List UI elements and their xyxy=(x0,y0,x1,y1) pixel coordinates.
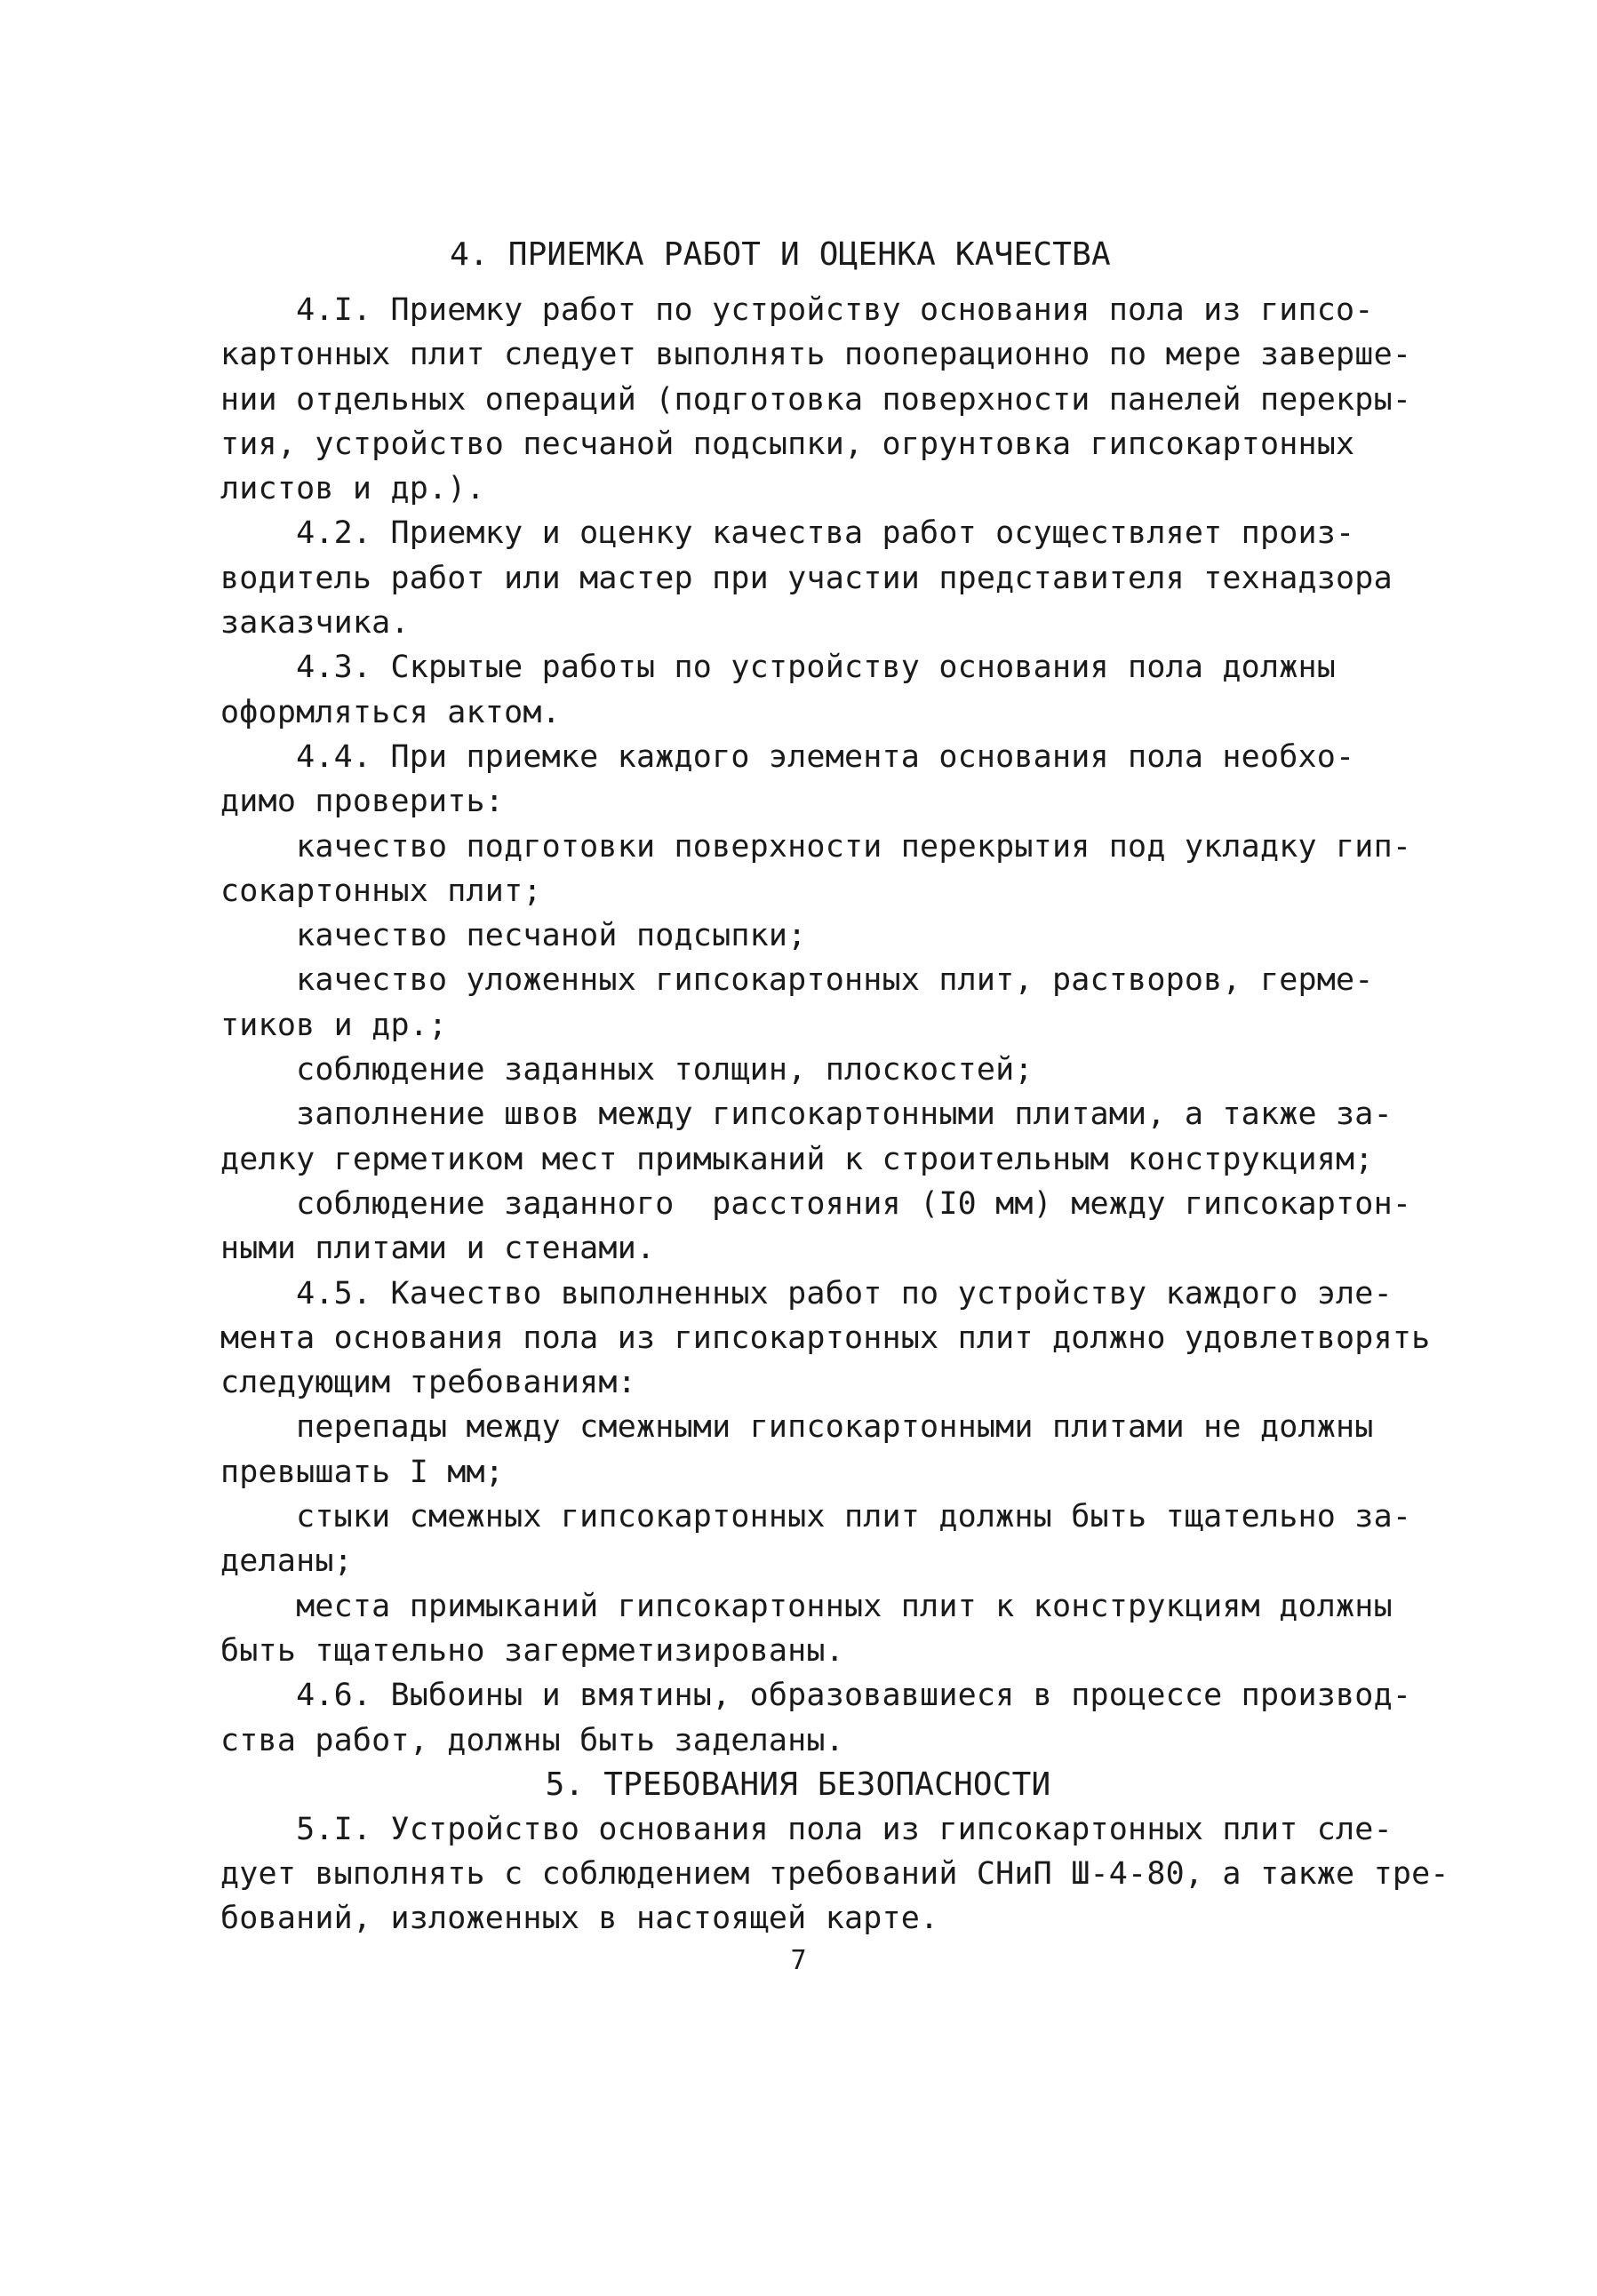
check-item xyxy=(220,913,1322,958)
text-line: сокартонных плит; xyxy=(220,873,542,909)
page-content xyxy=(220,233,1449,1941)
text-line: деланы; xyxy=(220,1543,353,1580)
text-line: следующим требованиям: xyxy=(220,1365,636,1401)
text-line: картонных плит следует выполнять пооперационно по мере заверше- xyxy=(220,337,1412,373)
paragraph-4-2 xyxy=(220,511,1393,645)
text-line: водитель работ или мастер при участии представителя технадзора xyxy=(220,560,1393,596)
text-line: тиков и др.; xyxy=(220,1007,448,1043)
text-line: дует выполнять с соблюдением требований СНиП Ш-4-80, а также тре- xyxy=(220,1856,1449,1893)
text-line: перепады между смежными гипсокартонными плитами не должны xyxy=(220,1409,1374,1446)
requirement-item xyxy=(220,1405,1374,1495)
text-line: тия, устройство песчаной подсыпки, огрунтовка гипсокартонных xyxy=(220,426,1355,462)
text-line: ства работ, должны быть заделаны. xyxy=(220,1722,844,1758)
text-line: 4.5. Качество выполненных работ по устройству каждого эле- xyxy=(220,1275,1393,1311)
paragraph-5-1 xyxy=(220,1807,1449,1941)
text-line: качество уложенных гипсокартонных плит, растворов, герме- xyxy=(220,962,1374,999)
check-item xyxy=(220,1182,1412,1272)
paragraph-4-6 xyxy=(220,1673,1412,1763)
text-line: 4.4. При приемке каждого элемента основания пола необхо- xyxy=(220,738,1355,775)
text-line: качество подготовки поверхности перекрытия под укладку гип- xyxy=(220,828,1412,865)
text-line: заказчика. xyxy=(220,605,410,642)
paragraph-4-4 xyxy=(220,735,1412,1272)
section-4-heading: 4. ПРИЕМКА РАБОТ И ОЦЕНКА КАЧЕСТВА xyxy=(450,236,1111,273)
text-line: 4.2. Приемку и оценку качества работ осуществляет произ- xyxy=(220,515,1355,552)
check-item xyxy=(220,1048,1322,1092)
text-line: стыки смежных гипсокартонных плит должны быть тщательно за- xyxy=(220,1499,1412,1535)
paragraph-4-1 xyxy=(220,288,1412,511)
section-5-heading: 5. ТРЕБОВАНИЯ БЕЗОПАСНОСТИ xyxy=(545,1766,1051,1803)
text-line: соблюдение заданного расстояния (I0 мм) между гипсокартон- xyxy=(220,1185,1412,1222)
check-item xyxy=(220,825,1412,914)
paragraph-4-3 xyxy=(220,645,1337,735)
text-line: делку герметиком мест примыканий к строительным конструкциям; xyxy=(220,1141,1374,1177)
text-line: места примыканий гипсокартонных плит к конструкциям должны xyxy=(220,1588,1393,1624)
paragraph-4-5 xyxy=(220,1272,1431,1674)
text-line: качество песчаной подсыпки; xyxy=(220,918,807,954)
text-line: соблюдение заданных толщин, плоскостей; xyxy=(220,1052,1034,1088)
check-item xyxy=(220,958,1374,1048)
requirement-item xyxy=(220,1584,1393,1674)
text-line: листов и др.). xyxy=(220,471,485,507)
check-item xyxy=(220,1092,1393,1182)
text-line: оформляться актом. xyxy=(220,694,561,730)
text-line: заполнение швов между гипсокартонными плитами, а также за- xyxy=(220,1096,1393,1133)
text-line: мента основания пола из гипсокартонных плит должно удовлетворять xyxy=(220,1319,1431,1356)
text-line: бований, изложенных в настоящей карте. xyxy=(220,1901,939,1937)
text-line: димо проверить: xyxy=(220,784,505,820)
page-number: 7 xyxy=(790,1945,807,1976)
text-line: ными плитами и стенами. xyxy=(220,1231,656,1267)
text-line: 4.6. Выбоины и вмятины, образовавшиеся в процессе производ- xyxy=(220,1678,1412,1714)
text-line: быть тщательно загерметизированы. xyxy=(220,1632,844,1669)
text-line: 5.I. Устройство основания пола из гипсокартонных плит сле- xyxy=(220,1811,1393,1847)
text-line: нии отдельных операций (подготовка поверхности панелей перекры- xyxy=(220,381,1412,418)
text-line: 4.3. Скрытые работы по устройству основания пола должны xyxy=(220,650,1337,686)
text-line: превышать I мм; xyxy=(220,1454,505,1490)
requirement-item xyxy=(220,1495,1412,1584)
text-line: 4.I. Приемку работ по устройству основания пола из гипсо- xyxy=(220,292,1374,328)
